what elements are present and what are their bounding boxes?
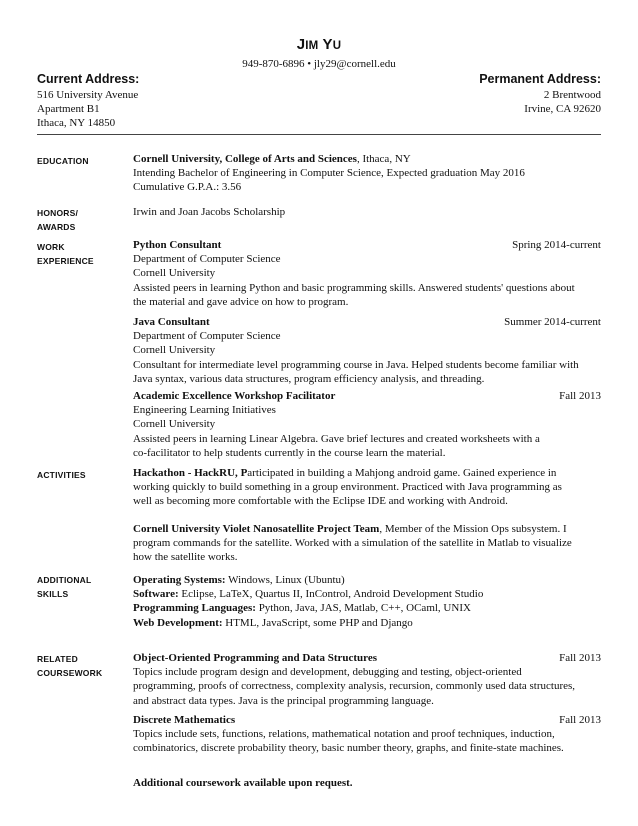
work-entry: Academic Excellence Workshop Facilitator Fall 2013 Engineering Learning Initiatives Cornell University Assisted peers in learning Linear Algebra. Gave brief lectures and created worksheets with a co-facilitator to help students currently in the course learn the material. [133, 390, 601, 459]
course-entry: Discrete Mathematics Fall 2013 Topics include sets, functions, relations, mathematical notation and proof techniques, induction, combinatorics, discrete probability theory, basic number theory, graphs, and finite-state machines. [133, 714, 601, 755]
resume-name: JIM YU [296, 36, 342, 53]
permanent-address: 2 Brentwood Irvine, CA 92620 [524, 89, 601, 115]
section-activities: ACTIVITIES [37, 470, 86, 480]
section-education: EDUCATION [37, 156, 89, 166]
work-entry: Java Consultant Summer 2014-current Department of Computer Science Cornell University Consultant for intermediate level programming course in Java. Helped students become familiar with Java syntax, various data structures, program efficiency analysis, and threading. [133, 316, 601, 385]
section-coursework: RELATED COURSEWORK [37, 654, 103, 678]
honors-block: Irwin and Joan Jacobs Scholarship [133, 206, 286, 218]
course-entry: Object-Oriented Programming and Data Structures Fall 2013 Topics include program design and development, debugging and testing, object-oriented programming, proofs of correctness, complexity analysis, recursion, commonly used data structures, and abstract data types. Java is the principal programming language. [133, 652, 601, 707]
section-honors: HONORS/ AWARDS [37, 208, 79, 232]
work-entry: Python Consultant Spring 2014-current Department of Computer Science Cornell University Assisted peers in learning Python and basic programming skills. Answered students' questions about the material and gave advice on how to program. [133, 239, 601, 308]
section-skills: ADDITIONAL SKILLS [37, 575, 92, 599]
coursework-note: Additional coursework available upon request. [133, 777, 353, 789]
activity-entry: Hackathon - HackRU, Participated in building a Mahjong android game. Gained experience in working quickly to build something in a group environment. Practiced with Java programming as well as becoming more comfortable with the Eclipse IDE and working with Android. [133, 467, 562, 508]
contact-line: 949-870-6896 • jly29@cornell.edu [242, 58, 396, 70]
activity-entry: Cornell University Violet Nanosatellite Project Team, Member of the Mission Ops subsystem. I program commands for the satellite. Worked with a simulation of the satellite in Matlab to visualize how the satellite works. [133, 523, 572, 564]
education-block: Cornell University, College of Arts and Sciences, Ithaca, NY Intending Bachelor of Engineering in Computer Science, Expected graduation May 2016 Cumulative G.P.A.: 3.56 [133, 153, 525, 194]
permanent-address-label: Permanent Address: [479, 72, 601, 86]
skills-block: Operating Systems: Windows, Linux (Ubuntu) Software: Eclipse, LaTeX, Quartus II, InControl, Android Development Studio Programming Languages: Python, Java, JAS, Matlab, C++, OCaml, UNIX Web Development: HTML, JavaScript, some PHP and Django [133, 574, 484, 629]
current-address: 516 University Avenue Apartment B1 Ithaca, NY 14850 [37, 89, 139, 129]
header-divider [37, 134, 601, 135]
current-address-label: Current Address: [37, 72, 140, 86]
section-work: WORK EXPERIENCE [37, 242, 94, 266]
